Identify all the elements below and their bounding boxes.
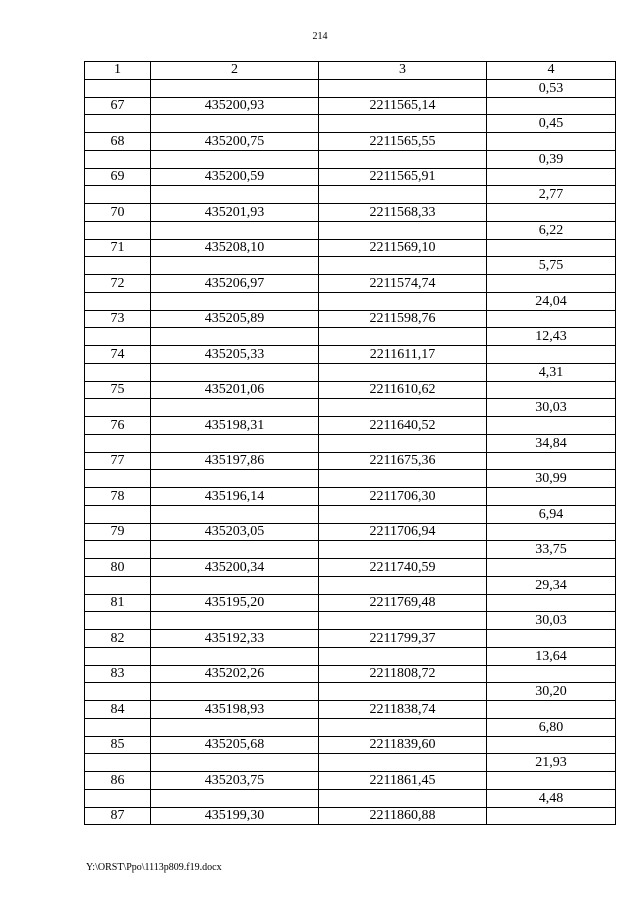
point-row <box>85 559 616 577</box>
empty-cell <box>85 789 151 807</box>
distance-row <box>85 186 616 204</box>
x-coordinate-cell: 435198,31 <box>151 417 319 435</box>
distance-row <box>85 789 616 807</box>
table-header-row <box>85 62 616 80</box>
distance-cell: 12,43 <box>487 328 616 346</box>
empty-cell <box>85 292 151 310</box>
empty-cell <box>151 647 319 665</box>
x-coordinate-cell: 435201,93 <box>151 204 319 222</box>
x-coordinate-cell: 435200,59 <box>151 168 319 186</box>
empty-cell <box>85 186 151 204</box>
point-row <box>85 594 616 612</box>
y-coordinate-cell: 2211808,72 <box>319 665 487 683</box>
empty-cell <box>319 754 487 772</box>
empty-cell <box>319 683 487 701</box>
x-coordinate-cell: 435195,20 <box>151 594 319 612</box>
empty-cell <box>487 381 616 399</box>
distance-cell: 0,45 <box>487 115 616 133</box>
distance-cell: 29,34 <box>487 576 616 594</box>
point-number-cell: 83 <box>85 665 151 683</box>
empty-cell <box>319 115 487 133</box>
page-number: 214 <box>312 31 328 42</box>
point-number-cell: 72 <box>85 275 151 293</box>
x-coordinate-cell: 435205,68 <box>151 736 319 754</box>
point-number-cell: 80 <box>85 559 151 577</box>
distance-row <box>85 576 616 594</box>
point-row <box>85 275 616 293</box>
distance-cell: 33,75 <box>487 541 616 559</box>
distance-cell: 4,31 <box>487 363 616 381</box>
y-coordinate-cell: 2211675,36 <box>319 452 487 470</box>
empty-cell <box>151 363 319 381</box>
empty-cell <box>487 310 616 328</box>
point-row <box>85 736 616 754</box>
distance-cell: 30,03 <box>487 612 616 630</box>
distance-cell: 34,84 <box>487 434 616 452</box>
point-number-cell: 78 <box>85 488 151 506</box>
point-number-cell: 77 <box>85 452 151 470</box>
empty-cell <box>487 204 616 222</box>
point-number-cell: 76 <box>85 417 151 435</box>
y-coordinate-cell: 2211799,37 <box>319 630 487 648</box>
coordinates-table <box>84 61 616 825</box>
y-coordinate-cell: 2211611,17 <box>319 346 487 364</box>
empty-cell <box>487 239 616 257</box>
point-number-cell: 71 <box>85 239 151 257</box>
x-coordinate-cell: 435205,89 <box>151 310 319 328</box>
distance-cell: 6,94 <box>487 505 616 523</box>
footer-file-path: Y:\ORST\Ppo\1113p809.f19.docx <box>86 862 222 873</box>
point-number-cell: 69 <box>85 168 151 186</box>
distance-cell: 30,03 <box>487 399 616 417</box>
point-number-cell: 73 <box>85 310 151 328</box>
point-number-cell: 68 <box>85 133 151 151</box>
point-row <box>85 665 616 683</box>
distance-cell: 13,64 <box>487 647 616 665</box>
empty-cell <box>151 434 319 452</box>
x-coordinate-cell: 435199,30 <box>151 807 319 825</box>
column-header-3: 3 <box>319 62 487 80</box>
empty-cell <box>151 257 319 275</box>
point-row <box>85 133 616 151</box>
point-row <box>85 523 616 541</box>
x-coordinate-cell: 435192,33 <box>151 630 319 648</box>
distance-row <box>85 718 616 736</box>
empty-cell <box>151 292 319 310</box>
empty-cell <box>319 257 487 275</box>
y-coordinate-cell: 2211740,59 <box>319 559 487 577</box>
distance-cell: 6,22 <box>487 221 616 239</box>
empty-cell <box>487 701 616 719</box>
distance-row <box>85 434 616 452</box>
point-number-cell: 75 <box>85 381 151 399</box>
empty-cell <box>319 470 487 488</box>
empty-cell <box>151 576 319 594</box>
empty-cell <box>151 150 319 168</box>
distance-row <box>85 470 616 488</box>
distance-cell: 21,93 <box>487 754 616 772</box>
empty-cell <box>151 612 319 630</box>
point-number-cell: 70 <box>85 204 151 222</box>
empty-cell <box>319 576 487 594</box>
empty-cell <box>85 150 151 168</box>
table-body <box>85 62 616 825</box>
x-coordinate-cell: 435203,05 <box>151 523 319 541</box>
empty-cell <box>487 594 616 612</box>
empty-cell <box>319 221 487 239</box>
empty-cell <box>319 612 487 630</box>
empty-cell <box>151 789 319 807</box>
point-row <box>85 701 616 719</box>
empty-cell <box>487 97 616 115</box>
empty-cell <box>151 718 319 736</box>
distance-row <box>85 328 616 346</box>
point-row <box>85 168 616 186</box>
x-coordinate-cell: 435206,97 <box>151 275 319 293</box>
x-coordinate-cell: 435203,75 <box>151 772 319 790</box>
empty-cell <box>319 363 487 381</box>
point-row <box>85 630 616 648</box>
y-coordinate-cell: 2211838,74 <box>319 701 487 719</box>
y-coordinate-cell: 2211598,76 <box>319 310 487 328</box>
empty-cell <box>85 576 151 594</box>
empty-cell <box>487 630 616 648</box>
point-number-cell: 87 <box>85 807 151 825</box>
empty-cell <box>151 541 319 559</box>
y-coordinate-cell: 2211565,91 <box>319 168 487 186</box>
x-coordinate-cell: 435196,14 <box>151 488 319 506</box>
empty-cell <box>487 559 616 577</box>
empty-cell <box>487 452 616 470</box>
empty-cell <box>85 683 151 701</box>
point-row <box>85 97 616 115</box>
empty-cell <box>85 505 151 523</box>
empty-cell <box>319 150 487 168</box>
empty-cell <box>319 186 487 204</box>
empty-cell <box>85 328 151 346</box>
empty-cell <box>85 470 151 488</box>
distance-row <box>85 115 616 133</box>
distance-row <box>85 647 616 665</box>
empty-cell <box>319 79 487 97</box>
empty-cell <box>85 541 151 559</box>
point-number-cell: 67 <box>85 97 151 115</box>
empty-cell <box>319 789 487 807</box>
point-number-cell: 86 <box>85 772 151 790</box>
empty-cell <box>487 168 616 186</box>
empty-cell <box>85 434 151 452</box>
empty-cell <box>487 523 616 541</box>
empty-cell <box>319 718 487 736</box>
distance-cell: 6,80 <box>487 718 616 736</box>
empty-cell <box>319 434 487 452</box>
point-row <box>85 346 616 364</box>
empty-cell <box>487 417 616 435</box>
distance-row <box>85 292 616 310</box>
x-coordinate-cell: 435205,33 <box>151 346 319 364</box>
distance-row <box>85 363 616 381</box>
x-coordinate-cell: 435200,75 <box>151 133 319 151</box>
empty-cell <box>319 292 487 310</box>
distance-cell: 30,99 <box>487 470 616 488</box>
point-number-cell: 82 <box>85 630 151 648</box>
y-coordinate-cell: 2211565,55 <box>319 133 487 151</box>
x-coordinate-cell: 435200,93 <box>151 97 319 115</box>
point-row <box>85 452 616 470</box>
empty-cell <box>151 754 319 772</box>
empty-cell <box>85 363 151 381</box>
y-coordinate-cell: 2211861,45 <box>319 772 487 790</box>
distance-cell: 4,48 <box>487 789 616 807</box>
distance-row <box>85 221 616 239</box>
empty-cell <box>85 257 151 275</box>
distance-row <box>85 257 616 275</box>
y-coordinate-cell: 2211706,30 <box>319 488 487 506</box>
empty-cell <box>151 470 319 488</box>
empty-cell <box>319 541 487 559</box>
empty-cell <box>487 346 616 364</box>
x-coordinate-cell: 435198,93 <box>151 701 319 719</box>
empty-cell <box>85 647 151 665</box>
y-coordinate-cell: 2211565,14 <box>319 97 487 115</box>
empty-cell <box>319 505 487 523</box>
y-coordinate-cell: 2211568,33 <box>319 204 487 222</box>
empty-cell <box>151 221 319 239</box>
empty-cell <box>487 736 616 754</box>
empty-cell <box>487 807 616 825</box>
empty-cell <box>151 186 319 204</box>
y-coordinate-cell: 2211574,74 <box>319 275 487 293</box>
distance-cell: 0,53 <box>487 79 616 97</box>
empty-cell <box>487 772 616 790</box>
y-coordinate-cell: 2211706,94 <box>319 523 487 541</box>
empty-cell <box>151 79 319 97</box>
empty-cell <box>151 328 319 346</box>
point-number-cell: 81 <box>85 594 151 612</box>
empty-cell <box>85 221 151 239</box>
distance-cell: 24,04 <box>487 292 616 310</box>
distance-cell: 30,20 <box>487 683 616 701</box>
point-number-cell: 85 <box>85 736 151 754</box>
distance-cell: 2,77 <box>487 186 616 204</box>
point-number-cell: 84 <box>85 701 151 719</box>
x-coordinate-cell: 435197,86 <box>151 452 319 470</box>
distance-row <box>85 754 616 772</box>
empty-cell <box>85 718 151 736</box>
distance-row <box>85 399 616 417</box>
empty-cell <box>487 133 616 151</box>
x-coordinate-cell: 435202,26 <box>151 665 319 683</box>
y-coordinate-cell: 2211569,10 <box>319 239 487 257</box>
y-coordinate-cell: 2211640,52 <box>319 417 487 435</box>
empty-cell <box>85 612 151 630</box>
empty-cell <box>487 275 616 293</box>
empty-cell <box>85 115 151 133</box>
point-number-cell: 79 <box>85 523 151 541</box>
y-coordinate-cell: 2211860,88 <box>319 807 487 825</box>
empty-cell <box>151 115 319 133</box>
x-coordinate-cell: 435200,34 <box>151 559 319 577</box>
y-coordinate-cell: 2211839,60 <box>319 736 487 754</box>
empty-cell <box>151 505 319 523</box>
distance-row <box>85 150 616 168</box>
distance-row <box>85 612 616 630</box>
empty-cell <box>151 683 319 701</box>
distance-row <box>85 79 616 97</box>
empty-cell <box>85 754 151 772</box>
empty-cell <box>487 665 616 683</box>
empty-cell <box>319 647 487 665</box>
column-header-2: 2 <box>151 62 319 80</box>
column-header-4: 4 <box>487 62 616 80</box>
y-coordinate-cell: 2211610,62 <box>319 381 487 399</box>
empty-cell <box>319 399 487 417</box>
point-row <box>85 204 616 222</box>
distance-row <box>85 683 616 701</box>
distance-row <box>85 505 616 523</box>
point-row <box>85 310 616 328</box>
point-row <box>85 381 616 399</box>
y-coordinate-cell: 2211769,48 <box>319 594 487 612</box>
x-coordinate-cell: 435208,10 <box>151 239 319 257</box>
empty-cell <box>85 79 151 97</box>
point-row <box>85 239 616 257</box>
distance-cell: 5,75 <box>487 257 616 275</box>
empty-cell <box>319 328 487 346</box>
point-row <box>85 772 616 790</box>
column-header-1: 1 <box>85 62 151 80</box>
distance-cell: 0,39 <box>487 150 616 168</box>
point-number-cell: 74 <box>85 346 151 364</box>
point-row <box>85 417 616 435</box>
point-row <box>85 488 616 506</box>
distance-row <box>85 541 616 559</box>
x-coordinate-cell: 435201,06 <box>151 381 319 399</box>
point-row <box>85 807 616 825</box>
empty-cell <box>151 399 319 417</box>
empty-cell <box>487 488 616 506</box>
empty-cell <box>85 399 151 417</box>
